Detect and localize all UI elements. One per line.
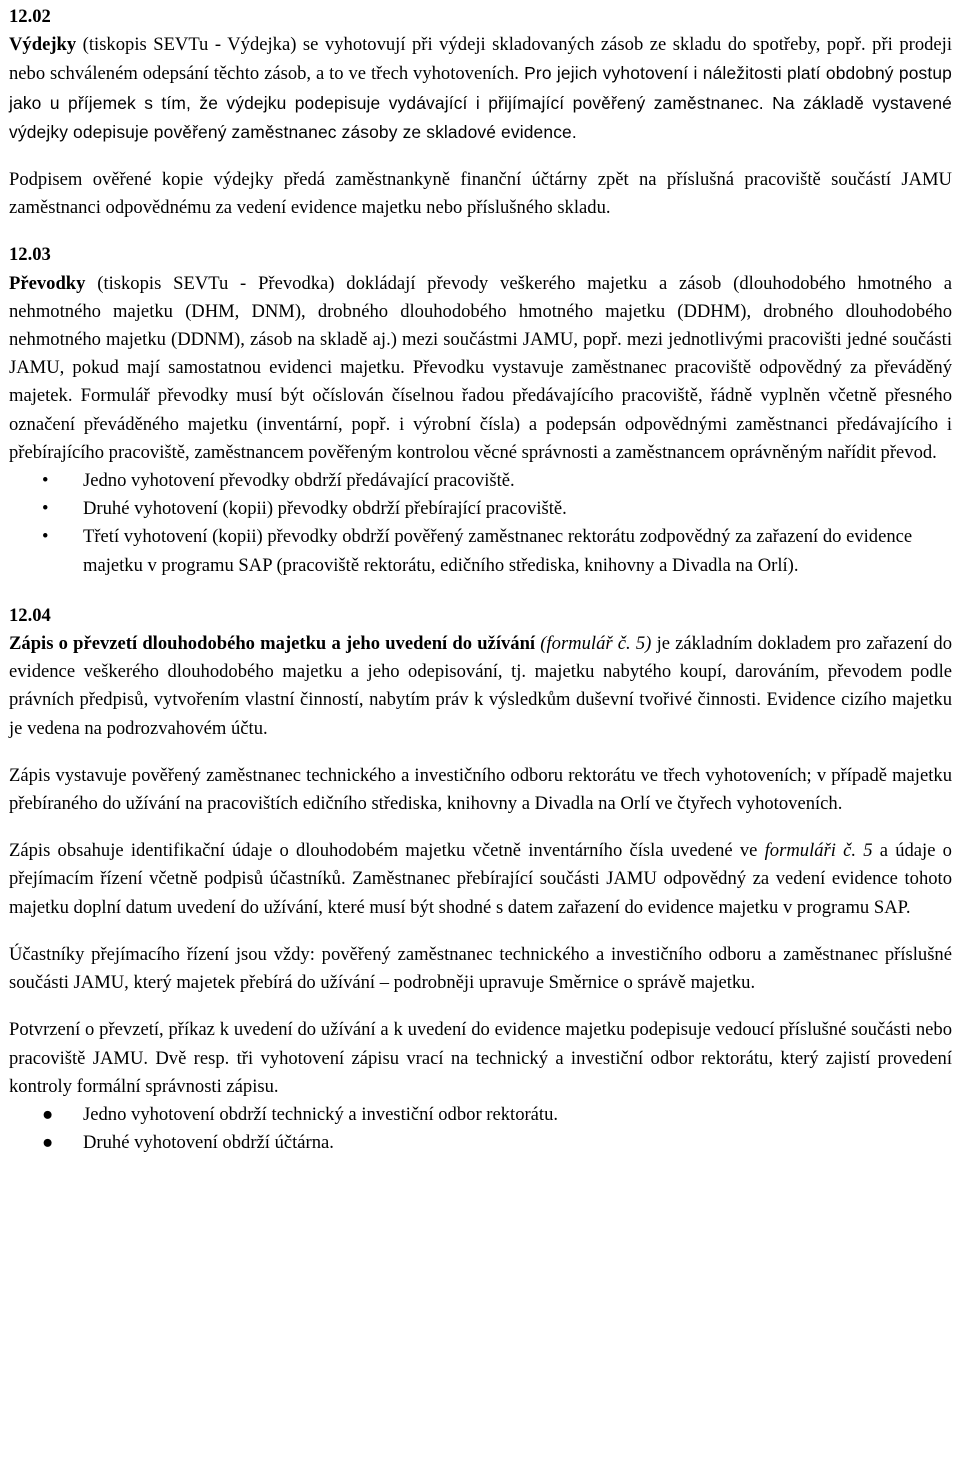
- bullet-icon: •: [42, 470, 49, 492]
- paragraph: Podpisem ověřené kopie výdejky předá zaměstnankyně finanční účtárny zpět na příslušná pracoviště součástí JAMU zaměstnanci odpovědnému za vedení evidence majetku nebo příslušného skladu.: [9, 169, 952, 219]
- list-item-text: Druhé vyhotovení obdrží účtárna.: [83, 1132, 334, 1154]
- paragraph: Potvrzení o převzetí, příkaz k uvedení do užívání a k uvedení do evidence majetku podepisuje vedoucí příslušné součásti nebo pracoviště JAMU. Dvě resp. tři vyhotovení zápisu vrací na technický a investiční odbor rektorátu, který zajistí provedení kontroly formální správnosti zápisu.: [9, 1019, 952, 1097]
- section-title: Převodky: [9, 272, 86, 294]
- bullet-list: [9, 1101, 952, 1157]
- paragraph: Zápis vystavuje pověřený zaměstnanec technického a investičního odboru rektorátu ve třech vyhotoveních; v případě majetku přebíraného do užívání na pracovištích edičního střediska, knihovny a Divadla na Orlí ve čtyřech vyhotoveních.: [9, 764, 952, 815]
- list-item: [9, 1101, 952, 1129]
- list-item: [9, 495, 952, 523]
- paragraph-text: Zápis obsahuje identifikační údaje o dlouhodobém majetku včetně inventárního čísla uvedené ve: [9, 840, 765, 862]
- bullet-icon: ●: [42, 1132, 54, 1154]
- section-title: Výdejky: [9, 34, 77, 56]
- bullet-icon: •: [42, 526, 49, 548]
- paragraph-text: (tiskopis SEVTu - Převodka) dokládají převody veškerého majetku a zásob (dlouhodobého hmotného a nehmotného majetku (DHM, DNM), drobného dlouhodobého hmotného majetku (DDHM), drobného dlouhodobého nehmotného majetku (DDNM), zásob na skladě aj.) mezi součástmi JAMU, popř. mezi jednotlivými pracovišti jedné součásti JAMU, pokud mají samostatnou evidenci majetku. Převodku vystavuje zaměstnanec pracoviště odpovědný za převáděný majetek. Formulář převodky musí být očíslován číselnou řadou předávajícího pracoviště, řádně vyplněn včetně přesného označení převáděného majetku (inventární, popř. i výrobní čísla) a podepsán odpovědnými zaměstnanci předávajícího i přebírajícího pracoviště, zaměstnancem pověřeným kontrolou věcné správnosti a zaměstnancem oprávněným nařídit převod.: [9, 272, 952, 463]
- section-title: Zápis o převzetí dlouhodobého majetku a jeho uvedení do užívání: [9, 633, 536, 655]
- paragraph: [9, 31, 952, 147]
- list-item: [9, 523, 952, 579]
- paragraph: [9, 837, 952, 922]
- list-item-text: Třetí vyhotovení (kopii) převodky obdrží pověřený zaměstnanec rektorátu zodpovědný za zařazení do evidence majetku v programu SAP (pracoviště rektorátu, edičního střediska, knihovny a Divadla na Orlí).: [83, 526, 913, 576]
- section-number: 12.04: [9, 604, 51, 626]
- paragraph-text: Pro jejich vyhotovení i náležitosti platí obdobný postup jako u příjemek s tím, že výdejku podepisuje vydávající i přijímající pověřený zaměstnanec. Na základě vystavené výdejky odepisuje pověřený zaměstnanec zásoby ze skladové evidence.: [9, 63, 953, 142]
- section-number: 12.03: [9, 244, 51, 266]
- paragraph: [9, 270, 952, 467]
- list-item-text: Jedno vyhotovení převodky obdrží předávající pracoviště.: [83, 470, 515, 492]
- bullet-list: [9, 467, 952, 580]
- paragraph-text: je základním dokladem pro zařazení do evidence veškerého dlouhodobého majetku a jeho odepisování, tj. majetku nabytého koupí, darováním, převodem podle právních předpisů, vytvořením vlastní činností, nabytím práv k výsledkům duševní tvořivé činnosti. Evidence cizího majetku je vedena na podrozvahovém účtu.: [9, 633, 952, 739]
- paragraph: [9, 630, 952, 743]
- list-item-text: Jedno vyhotovení obdrží technický a investiční odbor rektorátu.: [83, 1103, 559, 1125]
- form-reference: formuláři č. 5: [764, 840, 873, 862]
- paragraph: Účastníky přejímacího řízení jsou vždy: pověřený zaměstnanec technického a investičního odboru a zaměstnanec příslušné součásti JAMU, který majetek přebírá do užívání – podrobněji upravuje Směrnice o správě majetku.: [9, 943, 952, 994]
- list-item: [9, 1129, 952, 1157]
- bullet-icon: •: [42, 498, 49, 520]
- bullet-icon: ●: [42, 1103, 54, 1125]
- paragraph-text: (tiskopis SEVTu - Výdejka) se vyhotovují při výdeji skladovaných zásob ze skladu do spotřeby, popř. při prodeji nebo schváleném odepsání těchto zásob, a to ve třech vyhotoveních.: [9, 34, 952, 85]
- section-number: 12.02: [9, 6, 51, 27]
- form-reference: (formulář č. 5): [535, 633, 652, 655]
- list-item-text: Druhé vyhotovení (kopii) převodky obdrží přebírající pracoviště.: [83, 498, 567, 520]
- list-item: [9, 467, 952, 495]
- paragraph-text: a údaje o přejímacím řízení včetně podpisů účastníků. Zaměstnanec přebírající součásti JAMU odpovědný za vedení evidence tohoto majetku doplní datum uvedení do užívání, které musí být shodné s datem zařazení do evidence majetku v programu SAP.: [9, 840, 952, 918]
